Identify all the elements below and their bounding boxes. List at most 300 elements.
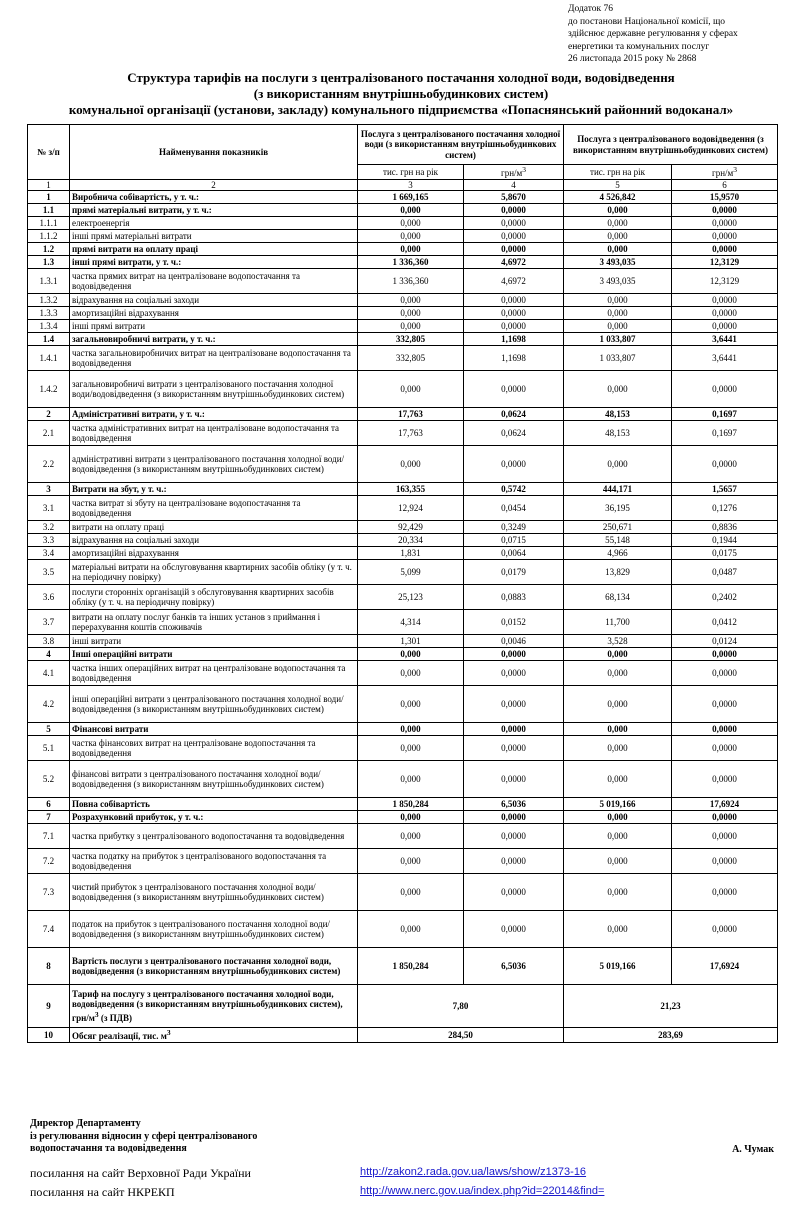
row-indicator-name bbox=[70, 1028, 358, 1043]
row-number: 1.4.2 bbox=[28, 371, 70, 408]
row-indicator-name: електроенергія bbox=[70, 217, 358, 230]
appendix-line: 26 листопада 2015 року № 2868 bbox=[568, 54, 697, 64]
row-number: 7.2 bbox=[28, 849, 70, 874]
row-number: 1.3.4 bbox=[28, 320, 70, 333]
tariff-label: Тариф на послугу з централізованого постачання холодної води, водовідведення (з використанням внутрішньобудинкових систем), грн/м bbox=[72, 988, 343, 1023]
row-indicator-name: витрати на оплату послуг банків та інших установ з приймання і перерахування коштів споживачів bbox=[70, 610, 358, 635]
table-row bbox=[28, 346, 778, 371]
title-line: Структура тарифів на послуги з централізованого постачання холодної води, водовідведення bbox=[127, 70, 675, 85]
water-uah-per-m3-value: 5,8670 bbox=[464, 191, 564, 204]
title-line: (з використанням внутрішньобудинкових систем) bbox=[253, 86, 549, 101]
water-uah-per-m3-value: 4,6972 bbox=[464, 256, 564, 269]
row-number: 1.2 bbox=[28, 243, 70, 256]
row-indicator-name: загальновиробничі витрати, у т. ч.: bbox=[70, 333, 358, 346]
row-indicator-name: частка фінансових витрат на централізоване водопостачання та водовідведення bbox=[70, 736, 358, 761]
table-row bbox=[28, 243, 778, 256]
table-row bbox=[28, 408, 778, 421]
row-number: 3.5 bbox=[28, 560, 70, 585]
row-number: 7.1 bbox=[28, 824, 70, 849]
drainage-thousand-uah-value: 13,829 bbox=[564, 560, 672, 585]
table-row bbox=[28, 948, 778, 985]
drainage-thousand-uah-value: 250,671 bbox=[564, 521, 672, 534]
title-line: комунальної організації (установи, закладу) комунального підприємства «Попаснянський районний водоканал» bbox=[68, 102, 734, 117]
table-row bbox=[28, 191, 778, 204]
water-thousand-uah-value: 1 850,284 bbox=[358, 948, 464, 985]
row-indicator-name: інші прямі витрати, у т. ч.: bbox=[70, 256, 358, 269]
water-thousand-uah-value: 17,763 bbox=[358, 421, 464, 446]
drainage-uah-per-m3-value: 0,0000 bbox=[672, 811, 778, 824]
drainage-tariff-value: 21,23 bbox=[564, 985, 778, 1028]
table-row bbox=[28, 333, 778, 346]
row-number: 2 bbox=[28, 408, 70, 421]
drainage-thousand-uah-value: 0,000 bbox=[564, 849, 672, 874]
row-indicator-name: частка прямих витрат на централізоване водопостачання та водовідведення bbox=[70, 269, 358, 294]
reference-links bbox=[30, 1166, 790, 1204]
drainage-thousand-uah-value: 11,700 bbox=[564, 610, 672, 635]
tariff-row bbox=[28, 985, 778, 1028]
drainage-volume-value: 283,69 bbox=[564, 1028, 778, 1043]
water-uah-per-m3-value: 0,0000 bbox=[464, 761, 564, 798]
drainage-uah-per-m3-value: 0,0000 bbox=[672, 661, 778, 686]
water-thousand-uah-value: 92,429 bbox=[358, 521, 464, 534]
row-indicator-name: податок на прибуток з централізованого постачання холодної води/водовідведення (з використанням внутрішньобудинкових систем) bbox=[70, 911, 358, 948]
row-indicator-name: послуги сторонніх організацій з обслуговування квартирних засобів обліку (у т. ч. на періодичну повірку) bbox=[70, 585, 358, 610]
drainage-uah-per-m3-value: 0,0000 bbox=[672, 824, 778, 849]
water-thousand-uah-value: 12,924 bbox=[358, 496, 464, 521]
water-thousand-uah-value: 0,000 bbox=[358, 849, 464, 874]
column-number: 5 bbox=[564, 179, 672, 191]
table-row bbox=[28, 849, 778, 874]
water-thousand-uah-value: 0,000 bbox=[358, 723, 464, 736]
table-row bbox=[28, 661, 778, 686]
drainage-thousand-uah-value: 0,000 bbox=[564, 911, 672, 948]
water-uah-per-m3-value: 0,0000 bbox=[464, 736, 564, 761]
document-title bbox=[0, 70, 802, 118]
water-uah-per-m3-value: 0,0000 bbox=[464, 307, 564, 320]
drainage-thousand-uah-value: 4,966 bbox=[564, 547, 672, 560]
drainage-thousand-uah-value: 444,171 bbox=[564, 483, 672, 496]
table-row bbox=[28, 446, 778, 483]
drainage-thousand-uah-value: 1 033,807 bbox=[564, 333, 672, 346]
tariff-structure-table bbox=[27, 124, 778, 1043]
drainage-uah-per-m3-value: 0,0000 bbox=[672, 217, 778, 230]
row-indicator-name: загальновиробничі витрати з централізованого постачання холодної води/водовідведення (з використанням внутрішньобудинкових систем) bbox=[70, 371, 358, 408]
row-indicator-name: Вартість послуги з централізованого постачання холодної води, водовідведення (з використанням внутрішньобудинкових систем) bbox=[70, 948, 358, 985]
drainage-thousand-uah-value: 5 019,166 bbox=[564, 798, 672, 811]
drainage-uah-per-m3-value: 1,5657 bbox=[672, 483, 778, 496]
table-row bbox=[28, 874, 778, 911]
drainage-thousand-uah-value: 0,000 bbox=[564, 204, 672, 217]
water-uah-per-m3-value: 4,6972 bbox=[464, 269, 564, 294]
appendix-line: здійснює державне регулювання у сферах bbox=[568, 29, 738, 39]
row-number: 7.3 bbox=[28, 874, 70, 911]
drainage-thousand-uah-value: 4 526,842 bbox=[564, 191, 672, 204]
drainage-uah-per-m3-value: 0,0412 bbox=[672, 610, 778, 635]
drainage-thousand-uah-value: 0,000 bbox=[564, 811, 672, 824]
drainage-uah-per-m3-value: 0,0487 bbox=[672, 560, 778, 585]
drainage-thousand-uah-value: 0,000 bbox=[564, 243, 672, 256]
row-indicator-name: частка прибутку з централізованого водопостачання та водовідведення bbox=[70, 824, 358, 849]
water-thousand-uah-value: 1 336,360 bbox=[358, 256, 464, 269]
drainage-uah-per-m3-value: 0,0000 bbox=[672, 320, 778, 333]
column-number: 3 bbox=[358, 179, 464, 191]
drainage-uah-per-m3-value: 0,2402 bbox=[672, 585, 778, 610]
water-uah-per-m3-value: 0,0000 bbox=[464, 911, 564, 948]
table-row bbox=[28, 560, 778, 585]
drainage-uah-per-m3-value: 0,0000 bbox=[672, 243, 778, 256]
drainage-uah-per-m3-value: 0,0000 bbox=[672, 723, 778, 736]
drainage-thousand-uah-value: 1 033,807 bbox=[564, 346, 672, 371]
row-number: 2.1 bbox=[28, 421, 70, 446]
water-uah-per-m3-value: 0,0000 bbox=[464, 217, 564, 230]
table-row bbox=[28, 256, 778, 269]
drainage-uah-per-m3-value: 0,0000 bbox=[672, 761, 778, 798]
water-thousand-uah-value: 332,805 bbox=[358, 333, 464, 346]
table-row bbox=[28, 483, 778, 496]
drainage-uah-per-m3-value: 0,0000 bbox=[672, 874, 778, 911]
row-indicator-name: інші операційні витрати з централізованого постачання холодної води/водовідведення (з використанням внутрішньобудинкових систем) bbox=[70, 686, 358, 723]
drainage-thousand-uah-value: 0,000 bbox=[564, 307, 672, 320]
link-label: посилання на сайт Верховної Ради України bbox=[30, 1166, 251, 1180]
water-uah-per-m3-value: 0,0000 bbox=[464, 294, 564, 307]
unit-superscript: 3 bbox=[522, 165, 526, 174]
row-number: 1.1.1 bbox=[28, 217, 70, 230]
water-thousand-uah-value: 0,000 bbox=[358, 371, 464, 408]
drainage-uah-per-m3-value: 0,8836 bbox=[672, 521, 778, 534]
row-number: 1.3.2 bbox=[28, 294, 70, 307]
header-water-supply: Послуга з централізованого постачання холодної води (з використанням внутрішньобудинкових систем) bbox=[358, 125, 564, 165]
row-number: 1.1.2 bbox=[28, 230, 70, 243]
row-indicator-name bbox=[70, 985, 358, 1028]
row-number: 7 bbox=[28, 811, 70, 824]
drainage-thousand-uah-value: 3,528 bbox=[564, 635, 672, 648]
water-uah-per-m3-value: 1,1698 bbox=[464, 333, 564, 346]
table-row bbox=[28, 307, 778, 320]
drainage-uah-per-m3-value: 0,0000 bbox=[672, 648, 778, 661]
table-row bbox=[28, 648, 778, 661]
water-uah-per-m3-value: 0,0000 bbox=[464, 849, 564, 874]
water-thousand-uah-value: 0,000 bbox=[358, 761, 464, 798]
table-row bbox=[28, 547, 778, 560]
water-thousand-uah-value: 17,763 bbox=[358, 408, 464, 421]
table-row bbox=[28, 269, 778, 294]
water-thousand-uah-value: 0,000 bbox=[358, 811, 464, 824]
table-row bbox=[28, 610, 778, 635]
water-uah-per-m3-value: 0,0064 bbox=[464, 547, 564, 560]
water-thousand-uah-value: 0,000 bbox=[358, 736, 464, 761]
water-thousand-uah-value: 1 850,284 bbox=[358, 798, 464, 811]
water-thousand-uah-value: 25,123 bbox=[358, 585, 464, 610]
water-uah-per-m3-value: 0,0715 bbox=[464, 534, 564, 547]
table-row bbox=[28, 736, 778, 761]
water-thousand-uah-value: 332,805 bbox=[358, 346, 464, 371]
water-thousand-uah-value: 0,000 bbox=[358, 661, 464, 686]
water-uah-per-m3-value: 0,0000 bbox=[464, 686, 564, 723]
table-row bbox=[28, 798, 778, 811]
rada-link[interactable]: http://zakon2.rada.gov.ua/laws/show/z1373-16 bbox=[360, 1166, 587, 1178]
water-thousand-uah-value: 1,831 bbox=[358, 547, 464, 560]
column-number: 2 bbox=[70, 179, 358, 191]
drainage-thousand-uah-value: 3 493,035 bbox=[564, 256, 672, 269]
header-name: Найменування показників bbox=[70, 125, 358, 180]
drainage-thousand-uah-value: 0,000 bbox=[564, 824, 672, 849]
appendix-line: до постанови Національної комісії, що bbox=[568, 16, 726, 27]
row-number: 7.4 bbox=[28, 911, 70, 948]
water-thousand-uah-value: 4,314 bbox=[358, 610, 464, 635]
row-indicator-name: прямі витрати на оплату праці bbox=[70, 243, 358, 256]
drainage-thousand-uah-value: 0,000 bbox=[564, 320, 672, 333]
row-indicator-name: відрахування на соціальні заходи bbox=[70, 534, 358, 547]
link-row-rada bbox=[30, 1166, 790, 1185]
row-indicator-name: матеріальні витрати на обслуговування квартирних засобів обліку (у т. ч. на періодичну повірку) bbox=[70, 560, 358, 585]
water-uah-per-m3-value: 0,5742 bbox=[464, 483, 564, 496]
drainage-uah-per-m3-value: 0,0175 bbox=[672, 547, 778, 560]
drainage-uah-per-m3-value: 3,6441 bbox=[672, 333, 778, 346]
table-row bbox=[28, 585, 778, 610]
water-uah-per-m3-value: 0,0883 bbox=[464, 585, 564, 610]
row-indicator-name: інші прямі матеріальні витрати bbox=[70, 230, 358, 243]
water-uah-per-m3-value: 0,0046 bbox=[464, 635, 564, 648]
water-thousand-uah-value: 5,099 bbox=[358, 560, 464, 585]
drainage-thousand-uah-value: 0,000 bbox=[564, 446, 672, 483]
row-indicator-name: чистий прибуток з централізованого постачання холодної води/водовідведення (з використанням внутрішньобудинкових систем) bbox=[70, 874, 358, 911]
row-indicator-name: Повна собівартість bbox=[70, 798, 358, 811]
water-uah-per-m3-value: 0,0000 bbox=[464, 874, 564, 911]
water-uah-per-m3-value: 0,0454 bbox=[464, 496, 564, 521]
row-indicator-name: Розрахунковий прибуток, у т. ч.: bbox=[70, 811, 358, 824]
water-thousand-uah-value: 0,000 bbox=[358, 648, 464, 661]
drainage-uah-per-m3-value: 0,0000 bbox=[672, 230, 778, 243]
column-number: 6 bbox=[672, 179, 778, 191]
row-indicator-name: фінансові витрати з централізованого постачання холодної води/водовідведення (з використанням внутрішньобудинкових систем) bbox=[70, 761, 358, 798]
drainage-uah-per-m3-value: 0,1697 bbox=[672, 408, 778, 421]
water-volume-value: 284,50 bbox=[358, 1028, 564, 1043]
drainage-uah-per-m3-value: 0,0000 bbox=[672, 371, 778, 408]
row-number: 1.1 bbox=[28, 204, 70, 217]
table-row bbox=[28, 496, 778, 521]
row-indicator-name: амортизаційні відрахування bbox=[70, 547, 358, 560]
drainage-uah-per-m3-value: 15,9570 bbox=[672, 191, 778, 204]
row-number: 3.6 bbox=[28, 585, 70, 610]
appendix-note bbox=[568, 3, 798, 66]
row-number: 3.3 bbox=[28, 534, 70, 547]
drainage-uah-per-m3-value: 0,0000 bbox=[672, 911, 778, 948]
drainage-thousand-uah-value: 55,148 bbox=[564, 534, 672, 547]
table-row bbox=[28, 217, 778, 230]
link-label: посилання на сайт НКРЕКП bbox=[30, 1185, 175, 1199]
unit-text: грн/м bbox=[501, 168, 523, 178]
table-row bbox=[28, 294, 778, 307]
row-number: 4.1 bbox=[28, 661, 70, 686]
drainage-thousand-uah-value: 48,153 bbox=[564, 421, 672, 446]
appendix-line: Додаток 76 bbox=[568, 4, 614, 14]
signatory-line: із регулювання відносин у сфері централізованого bbox=[30, 1130, 258, 1142]
row-number: 5.1 bbox=[28, 736, 70, 761]
drainage-thousand-uah-value: 0,000 bbox=[564, 874, 672, 911]
water-uah-per-m3-value: 0,0179 bbox=[464, 560, 564, 585]
drainage-thousand-uah-value: 3 493,035 bbox=[564, 269, 672, 294]
water-thousand-uah-value: 0,000 bbox=[358, 686, 464, 723]
row-number: 1.3.3 bbox=[28, 307, 70, 320]
signatory-line: водопостачання та водовідведення bbox=[30, 1143, 187, 1154]
tariff-label-suffix: (з ПДВ) bbox=[98, 1012, 132, 1023]
appendix-line: енергетики та комунальних послуг bbox=[568, 41, 710, 52]
signatory-title bbox=[30, 1118, 257, 1156]
drainage-thousand-uah-value: 48,153 bbox=[564, 408, 672, 421]
drainage-uah-per-m3-value: 0,0000 bbox=[672, 686, 778, 723]
row-number: 3.1 bbox=[28, 496, 70, 521]
unit-superscript: 3 bbox=[94, 1009, 99, 1019]
drainage-uah-per-m3-value: 0,1944 bbox=[672, 534, 778, 547]
table-row bbox=[28, 230, 778, 243]
table-row bbox=[28, 911, 778, 948]
row-indicator-name: відрахування на соціальні заходи bbox=[70, 294, 358, 307]
row-indicator-name: частка адміністративних витрат на централізоване водопостачання та водовідведення bbox=[70, 421, 358, 446]
row-indicator-name: частка витрат зі збуту на централізоване водопостачання та водовідведення bbox=[70, 496, 358, 521]
unit-uah-per-m3 bbox=[464, 165, 564, 180]
table-row bbox=[28, 320, 778, 333]
nerc-link[interactable]: http://www.nerc.gov.ua/index.php?id=22014&find= bbox=[360, 1185, 605, 1197]
table-row bbox=[28, 723, 778, 736]
drainage-uah-per-m3-value: 12,3129 bbox=[672, 256, 778, 269]
row-number: 10 bbox=[28, 1028, 70, 1043]
row-number: 8 bbox=[28, 948, 70, 985]
table-row bbox=[28, 686, 778, 723]
water-thousand-uah-value: 0,000 bbox=[358, 874, 464, 911]
water-uah-per-m3-value: 0,0000 bbox=[464, 723, 564, 736]
row-number: 6 bbox=[28, 798, 70, 811]
row-number: 3.2 bbox=[28, 521, 70, 534]
header-drainage: Послуга з централізованого водовідведення (з використанням внутрішньобудинкових систем) bbox=[564, 125, 778, 165]
drainage-thousand-uah-value: 0,000 bbox=[564, 371, 672, 408]
water-uah-per-m3-value: 6,5036 bbox=[464, 948, 564, 985]
row-indicator-name: частка інших операційних витрат на централізоване водопостачання та водовідведення bbox=[70, 661, 358, 686]
water-uah-per-m3-value: 0,0000 bbox=[464, 371, 564, 408]
row-number: 1.4.1 bbox=[28, 346, 70, 371]
table-row bbox=[28, 204, 778, 217]
row-indicator-name: Виробнича собівартість, у т. ч.: bbox=[70, 191, 358, 204]
row-indicator-name: Інші операційні витрати bbox=[70, 648, 358, 661]
column-number: 4 bbox=[464, 179, 564, 191]
drainage-thousand-uah-value: 0,000 bbox=[564, 661, 672, 686]
row-indicator-name: Фінансові витрати bbox=[70, 723, 358, 736]
water-uah-per-m3-value: 1,1698 bbox=[464, 346, 564, 371]
water-tariff-value: 7,80 bbox=[358, 985, 564, 1028]
row-indicator-name: Адміністративні витрати, у т. ч.: bbox=[70, 408, 358, 421]
drainage-thousand-uah-value: 36,195 bbox=[564, 496, 672, 521]
drainage-uah-per-m3-value: 0,0000 bbox=[672, 307, 778, 320]
drainage-uah-per-m3-value: 0,1276 bbox=[672, 496, 778, 521]
row-number: 3.4 bbox=[28, 547, 70, 560]
table-row bbox=[28, 635, 778, 648]
row-number: 4 bbox=[28, 648, 70, 661]
drainage-uah-per-m3-value: 0,0000 bbox=[672, 446, 778, 483]
water-thousand-uah-value: 163,355 bbox=[358, 483, 464, 496]
link-row-nerc bbox=[30, 1185, 790, 1204]
water-thousand-uah-value: 0,000 bbox=[358, 204, 464, 217]
row-number: 2.2 bbox=[28, 446, 70, 483]
water-thousand-uah-value: 0,000 bbox=[358, 824, 464, 849]
water-thousand-uah-value: 0,000 bbox=[358, 230, 464, 243]
water-thousand-uah-value: 0,000 bbox=[358, 294, 464, 307]
unit-superscript: 3 bbox=[166, 1028, 171, 1037]
row-number: 1.3.1 bbox=[28, 269, 70, 294]
drainage-thousand-uah-value: 5 019,166 bbox=[564, 948, 672, 985]
volume-row bbox=[28, 1028, 778, 1043]
row-indicator-name: адміністративні витрати з централізованого постачання холодної води/водовідведення (з використанням внутрішньобудинкових систем) bbox=[70, 446, 358, 483]
volume-label: Обсяг реалізації, тис. м bbox=[72, 1031, 167, 1041]
drainage-uah-per-m3-value: 0,0000 bbox=[672, 204, 778, 217]
row-indicator-name: частка податку на прибуток з централізованого водопостачання та водовідведення bbox=[70, 849, 358, 874]
row-indicator-name: Витрати на збут, у т. ч.: bbox=[70, 483, 358, 496]
drainage-thousand-uah-value: 0,000 bbox=[564, 723, 672, 736]
row-number: 3.7 bbox=[28, 610, 70, 635]
unit-thousand-uah: тис. грн на рік bbox=[564, 165, 672, 180]
water-uah-per-m3-value: 0,0000 bbox=[464, 648, 564, 661]
row-number: 5 bbox=[28, 723, 70, 736]
water-uah-per-m3-value: 0,0000 bbox=[464, 204, 564, 217]
water-uah-per-m3-value: 0,0000 bbox=[464, 243, 564, 256]
drainage-thousand-uah-value: 0,000 bbox=[564, 648, 672, 661]
drainage-uah-per-m3-value: 12,3129 bbox=[672, 269, 778, 294]
row-number: 5.2 bbox=[28, 761, 70, 798]
water-uah-per-m3-value: 0,0000 bbox=[464, 661, 564, 686]
drainage-uah-per-m3-value: 0,0000 bbox=[672, 294, 778, 307]
water-uah-per-m3-value: 0,0152 bbox=[464, 610, 564, 635]
unit-thousand-uah: тис. грн на рік bbox=[358, 165, 464, 180]
row-indicator-name: інші прямі витрати bbox=[70, 320, 358, 333]
row-indicator-name: прямі матеріальні витрати, у т. ч.: bbox=[70, 204, 358, 217]
water-thousand-uah-value: 1,301 bbox=[358, 635, 464, 648]
row-number: 1.3 bbox=[28, 256, 70, 269]
water-uah-per-m3-value: 0,0000 bbox=[464, 824, 564, 849]
row-indicator-name: витрати на оплату праці bbox=[70, 521, 358, 534]
drainage-uah-per-m3-value: 0,0000 bbox=[672, 849, 778, 874]
table-row bbox=[28, 521, 778, 534]
water-thousand-uah-value: 0,000 bbox=[358, 911, 464, 948]
table-row bbox=[28, 824, 778, 849]
water-uah-per-m3-value: 0,0624 bbox=[464, 408, 564, 421]
drainage-thousand-uah-value: 0,000 bbox=[564, 217, 672, 230]
water-thousand-uah-value: 0,000 bbox=[358, 217, 464, 230]
water-uah-per-m3-value: 0,0624 bbox=[464, 421, 564, 446]
water-thousand-uah-value: 20,334 bbox=[358, 534, 464, 547]
signatory-line: Директор Департаменту bbox=[30, 1118, 141, 1129]
drainage-uah-per-m3-value: 3,6441 bbox=[672, 346, 778, 371]
unit-text: грн/м bbox=[712, 168, 734, 178]
drainage-thousand-uah-value: 0,000 bbox=[564, 736, 672, 761]
row-number: 4.2 bbox=[28, 686, 70, 723]
row-number: 3.8 bbox=[28, 635, 70, 648]
water-thousand-uah-value: 0,000 bbox=[358, 320, 464, 333]
water-uah-per-m3-value: 0,0000 bbox=[464, 320, 564, 333]
drainage-thousand-uah-value: 0,000 bbox=[564, 761, 672, 798]
water-thousand-uah-value: 1 669,165 bbox=[358, 191, 464, 204]
water-uah-per-m3-value: 0,0000 bbox=[464, 811, 564, 824]
table-row bbox=[28, 761, 778, 798]
column-number: 1 bbox=[28, 179, 70, 191]
row-indicator-name: амортизаційні відрахування bbox=[70, 307, 358, 320]
table-row bbox=[28, 371, 778, 408]
water-uah-per-m3-value: 6,5036 bbox=[464, 798, 564, 811]
unit-superscript: 3 bbox=[733, 165, 737, 174]
drainage-thousand-uah-value: 0,000 bbox=[564, 230, 672, 243]
row-number: 3 bbox=[28, 483, 70, 496]
header-num: № з/п bbox=[28, 125, 70, 180]
drainage-thousand-uah-value: 68,134 bbox=[564, 585, 672, 610]
water-thousand-uah-value: 0,000 bbox=[358, 243, 464, 256]
table-row bbox=[28, 421, 778, 446]
